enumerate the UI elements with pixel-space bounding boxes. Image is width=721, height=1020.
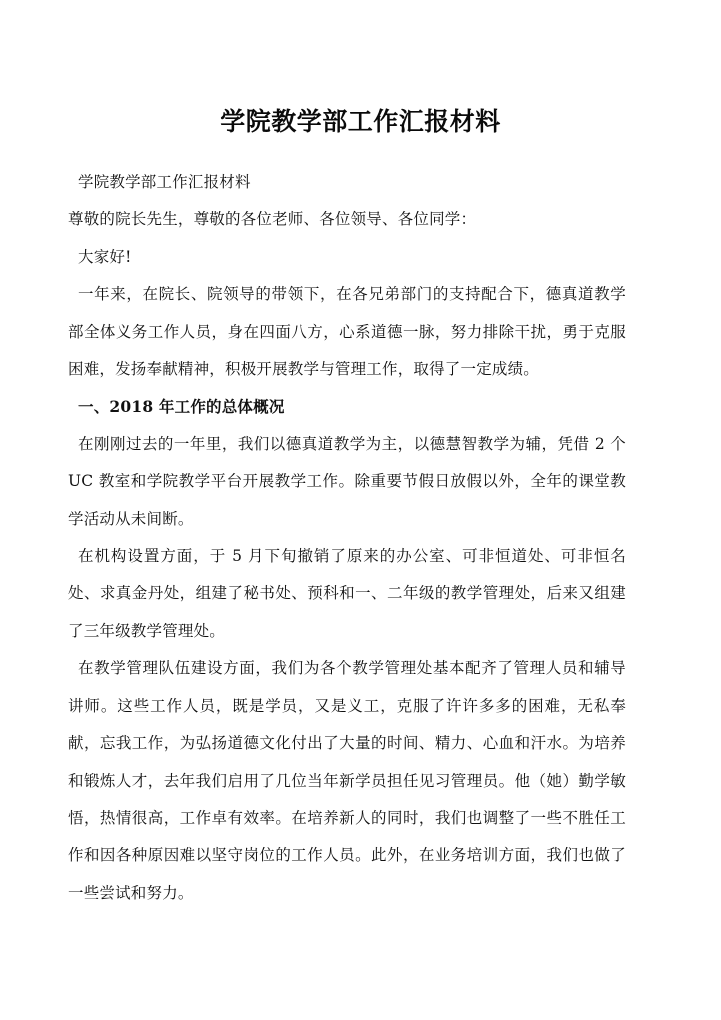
paragraph-teaching-overview: 在刚刚过去的一年里，我们以德真道教学为主，以德慧智教学为辅，凭借 2 个 UC 教室和学院教学平台开展教学工作。除重要节假日放假以外，全年的课堂教学活动从未间断。 <box>68 434 626 528</box>
paragraph-team-building: 在教学管理队伍建设方面，我们为各个教学管理处基本配齐了管理人员和辅导讲师。这些工作人员，既是学员，又是义工，克服了许许多多的困难，无私奉献，忘我工作，为弘扬道德文化付出了大量的时间、精力、心血和汗水。为培养和锻炼人才，去年我们启用了几位当年新学员担任见习管理员。他（她）勤学敏悟，热情很高，工作卓有效率。在培养新人的同时，我们也调整了一些不胜任工作和因各种原因难以坚守岗位的工作人员。此外，在业务培训方面，我们也做了一些尝试和努力。 <box>68 659 626 902</box>
paragraph-organization-setup: 在机构设置方面，于 5 月下旬撤销了原来的办公室、可非恒道处、可非恒名处、求真金丹处，组建了秘书处、预科和一、二年级的教学管理处，后来又组建了三年级教学管理处。 <box>68 547 626 640</box>
paragraph-salutation: 尊敬的院长先生，尊敬的各位老师、各位领导、各位同学： <box>68 210 477 229</box>
paragraph-greeting: 大家好! <box>78 247 132 266</box>
paragraph-subtitle-line: 学院教学部工作汇报材料 <box>78 173 251 191</box>
page-title: 学院教学部工作汇报材料 <box>220 106 501 136</box>
section-heading-overview: 一、2018 年工作的总体概况 <box>78 397 285 417</box>
paragraph-opening-summary: 一年来，在院长、院领导的带领下，在各兄弟部门的支持配合下，德真道教学部全体义务工作人员，身在四面八方，心系道德一脉，努力排除干扰，勇于克服困难，发扬奉献精神，积极开展教学与管理工作，取得了一定成绩。 <box>68 285 626 379</box>
document-body <box>68 164 626 912</box>
